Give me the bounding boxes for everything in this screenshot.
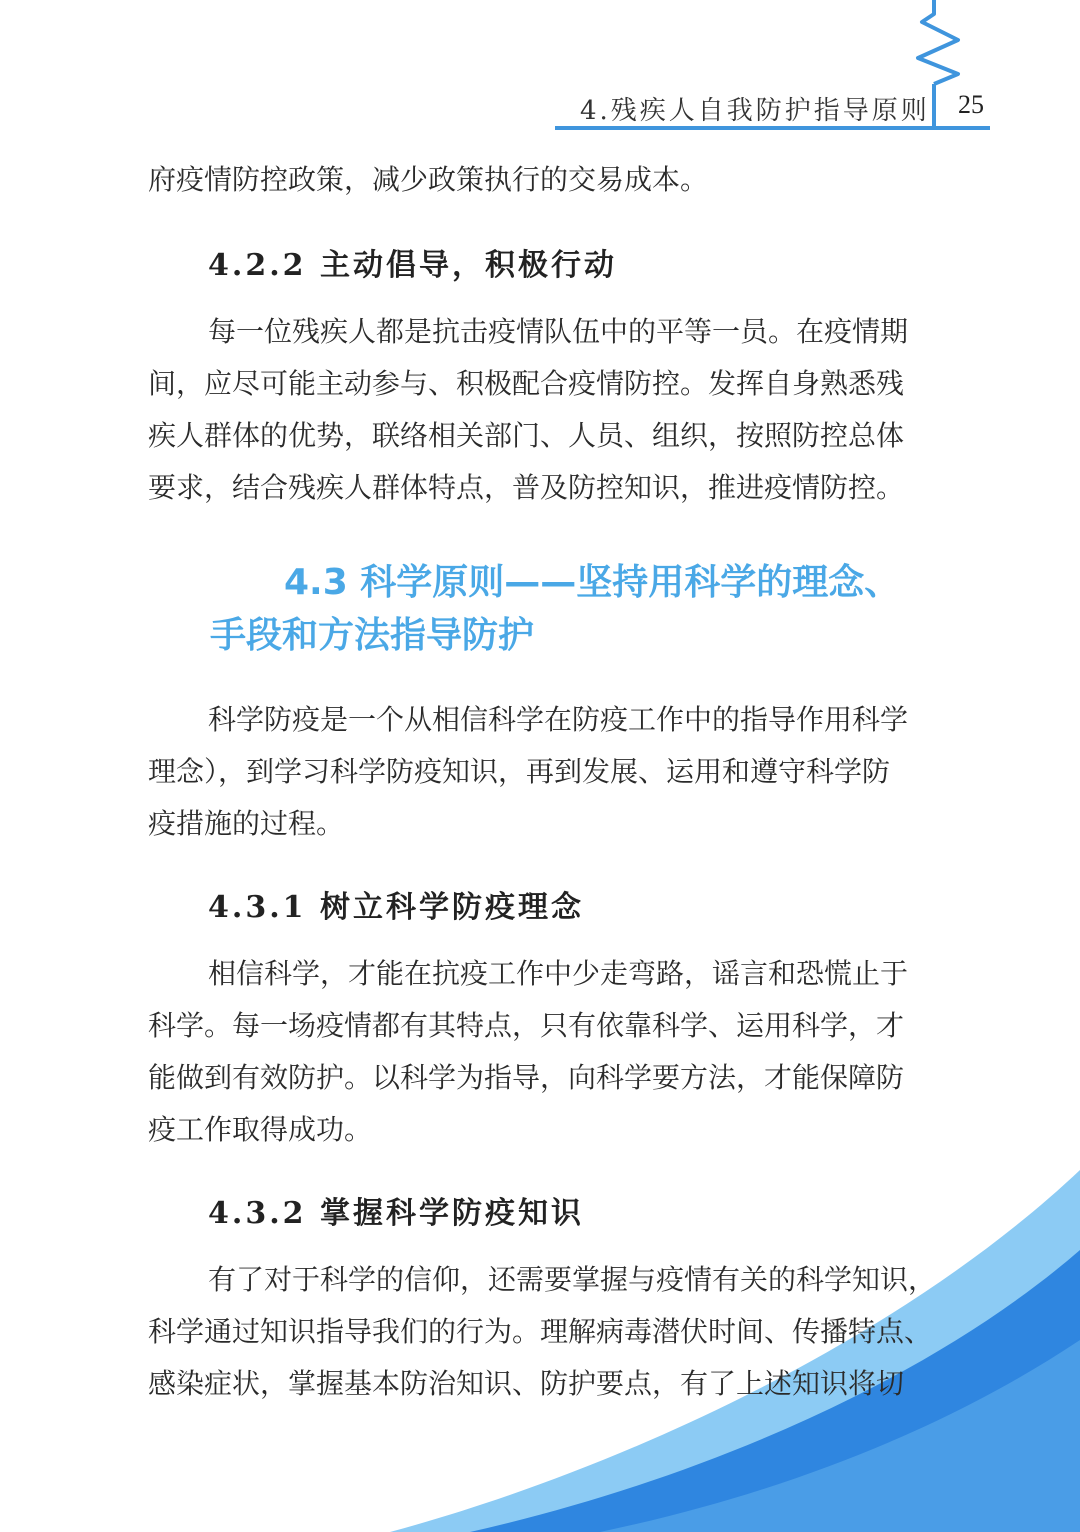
paragraph-line: 能做到有效防护。以科学为指导，向科学要方法，才能保障防	[148, 1061, 905, 1094]
zigzag-connector-icon	[918, 0, 958, 84]
paragraph-4-3-1	[148, 948, 908, 1156]
subsection-heading-4-2-2: 4.2.2 主动倡导，积极行动	[208, 248, 617, 283]
paragraph-line: 有了对于科学的信仰，还需要掌握与疫情有关的科学知识，	[208, 1263, 937, 1296]
paragraph-4-3-2	[148, 1254, 936, 1410]
subsection-heading-4-3-2: 4.3.2 掌握科学防疫知识	[208, 1196, 584, 1231]
paragraph-line: 感染症状，掌握基本防治知识、防护要点，有了上述知识将切	[148, 1367, 905, 1400]
paragraph-line: 每一位残疾人都是抗击疫情队伍中的平等一员。在疫情期	[208, 315, 909, 348]
paragraph-line: 疫工作取得成功。	[148, 1113, 373, 1146]
paragraph-continuation: 府疫情防控政策，减少政策执行的交易成本。	[148, 163, 709, 196]
paragraph-line: 科学通过知识指导我们的行为。理解病毒潜伏时间、传播特点、	[148, 1315, 933, 1348]
paragraph-line: 科学。每一场疫情都有其特点，只有依靠科学、运用科学，才	[148, 1009, 905, 1042]
section-heading-4-3-line-2: 手段和方法指导防护	[210, 615, 535, 656]
paragraph-line: 科学防疫是一个从相信科学在防疫工作中的指导作用科学	[208, 703, 909, 736]
paragraph-line: 理念），到学习科学防疫知识，再到发展、运用和遵守科学防	[148, 755, 891, 788]
paragraph-line: 疾人群体的优势，联络相关部门、人员、组织，按照防控总体	[148, 419, 905, 452]
paragraph-line: 相信科学，才能在抗疫工作中少走弯路，谣言和恐慌止于	[208, 957, 909, 990]
paragraph-line: 疫措施的过程。	[148, 807, 345, 840]
paragraph-4-2-2	[148, 306, 908, 514]
subsection-heading-4-3-1: 4.3.1 树立科学防疫理念	[208, 890, 584, 925]
paragraph-line: 要求，结合残疾人群体特点，普及防控知识，推进疫情防控。	[148, 471, 905, 504]
paragraph-4-3	[148, 694, 908, 850]
section-heading-4-3-line-1: 4.3 科学原则——坚持用科学的理念、	[284, 562, 901, 603]
paragraph-line: 间，应尽可能主动参与、积极配合疫情防控。发挥自身熟悉残	[148, 367, 905, 400]
running-title: 4.残疾人自我防护指导原则	[580, 96, 930, 126]
page-number: 25	[958, 90, 984, 119]
